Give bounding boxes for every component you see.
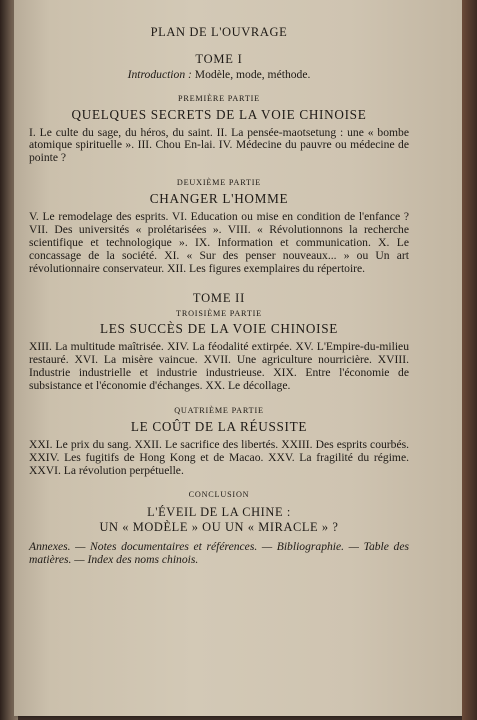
introduction-text: Modèle, mode, méthode. [191,67,311,81]
tome-2-title: TOME II [192,290,246,305]
annexes-line: Annexes. — Notes documentaires et références. — Bibliographie. — Table des matières. — Index des noms chinois. [29,540,409,567]
conclusion-title-line-1: L'ÉVEIL DE LA CHINE : [147,505,291,520]
conclusion-title-line-2: UN « MODÈLE » OU UN « MIRACLE » ? [99,520,339,535]
part-4-title: LE COÛT DE LA RÉUSSITE [130,418,308,434]
introduction-label: Introduction : [127,67,192,81]
plan-title: PLAN DE L'OUVRAGE [150,25,288,39]
introduction-line [29,69,409,82]
book-edge [462,0,477,720]
part-2-title: CHANGER L'HOMME [149,191,289,207]
conclusion-title [29,505,409,535]
tome-1-title: TOME I [195,51,243,66]
part-3-chapters: XIII. La multitude maîtrisée. XIV. La féodalité extirpée. XV. L'Empire-du-milieu restauré. XVI. La misère vaincue. XVII. Une agriculture nourricière. XVIII. Industrie industrielle et industrie industrieuse. XIX. Entre l'économie de subsistance et l'économie d'échanges. XX. Le décollage. [29,340,409,393]
part-1-title: QUELQUES SECRETS DE LA VOIE CHINOISE [71,106,367,122]
part-1-label: PREMIÈRE PARTIE [178,93,260,103]
conclusion-label: CONCLUSION [188,490,250,500]
part-3-label: TROISIÈME PARTIE [176,308,262,318]
part-2-chapters: V. Le remodelage des esprits. VI. Education ou mise en condition de l'enfance ? VII. Des universités « prolétarisées ». VIII. « Révolutionnons la recherche scientifique et technologique ». IX. Information et communication. X. Le concassage de la société. XI. « Sur des penser nouveaux... » ou Un art révolutionnaire conservateur. XII. Les figures exemplaires du répertoire. [29,210,409,275]
part-3-title: LES SUCCÈS DE LA VOIE CHINOISE [100,321,338,337]
part-4-chapters: XXI. Le prix du sang. XXII. Le sacrifice des libertés. XXIII. Des esprits courbés. XXIV. Les fugitifs de Hong Kong et de Macao. XXV. La fragilité du régime. XXVI. La révolution perpétuelle. [29,437,409,477]
part-4-label: QUATRIÈME PARTIE [174,405,264,415]
part-1-chapters: I. Le culte du sage, du héros, du saint. II. La pensée-maotsetung : une « bombe atomique spirituelle ». III. Chou En-lai. IV. Médecine du pauvre ou médecine de pointe ? [29,125,409,165]
part-2-label: DEUXIÈME PARTIE [176,178,262,188]
table-of-contents [29,26,409,567]
